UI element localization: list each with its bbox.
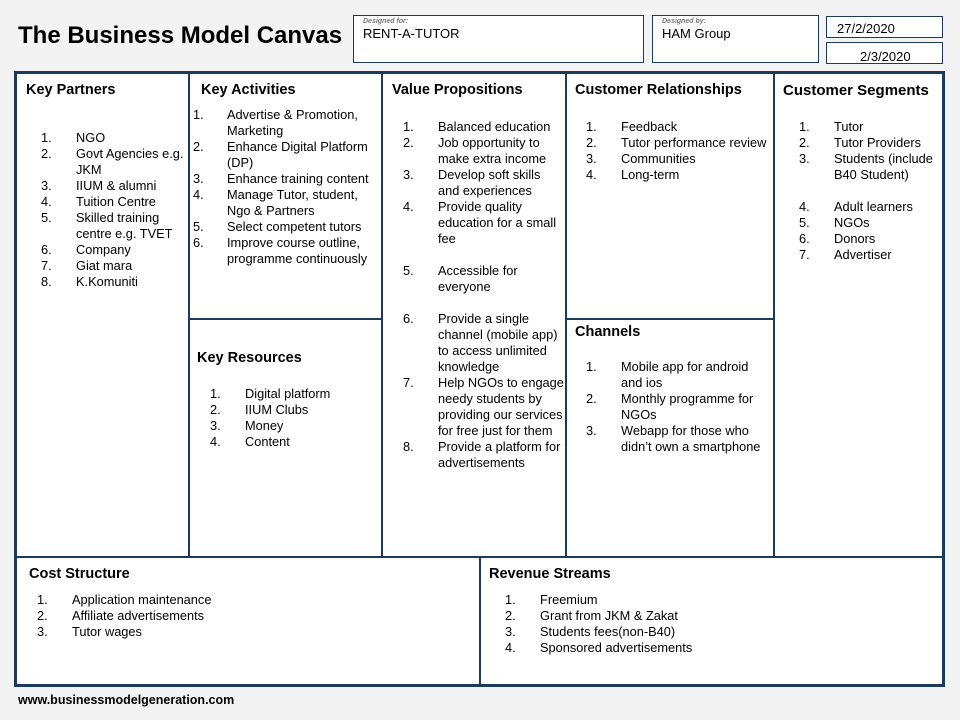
- list-item-number: 4.: [799, 199, 810, 214]
- list-item-number: 1.: [586, 119, 597, 134]
- list-item-text: IIUM & alumni: [76, 178, 157, 193]
- value-propositions-title: Value Propositions: [392, 82, 523, 98]
- list-item-text: Content: [245, 434, 290, 449]
- list-item-text: Enhance Digital Platform (DP): [227, 139, 368, 170]
- designed-by-value: HAM Group: [662, 26, 731, 41]
- list-item-text: Webapp for those who didn’t own a smartphone: [621, 423, 761, 454]
- list-item: [586, 423, 771, 455]
- list-item-number: 4.: [403, 199, 414, 214]
- list-item-text: Grant from JKM & Zakat: [540, 608, 678, 623]
- list-item-text: Tutor Providers: [834, 135, 921, 150]
- list-item-text: NGOs: [834, 215, 870, 230]
- key-resources-title: Key Resources: [197, 350, 302, 366]
- key-resources-cell[interactable]: [190, 320, 383, 556]
- list-item-text: Donors: [834, 231, 876, 246]
- key-activities-cell[interactable]: [190, 74, 383, 320]
- list-item-number: 2.: [586, 135, 597, 150]
- cost-structure-list: [37, 592, 437, 640]
- list-item-number: 6.: [41, 242, 52, 257]
- list-item-text: Select competent tutors: [227, 219, 362, 234]
- customer-segments-title: Customer Segments: [783, 82, 929, 99]
- list-item: [37, 608, 437, 624]
- list-item-text: Tutor performance review: [621, 135, 767, 150]
- list-item-text: Balanced education: [438, 119, 551, 134]
- designed-for-caption: Designed for:: [363, 18, 409, 25]
- list-item-text: Long-term: [621, 167, 680, 182]
- list-item: [586, 391, 771, 423]
- list-item-text: IIUM Clubs: [245, 402, 309, 417]
- list-item: [210, 418, 375, 434]
- designed-by-box[interactable]: [652, 15, 819, 63]
- list-item: [41, 178, 187, 194]
- list-item-text: Students fees(non-B40): [540, 624, 676, 639]
- channels-cell[interactable]: [567, 320, 775, 556]
- list-item: [799, 199, 939, 215]
- list-item-text: Tutor: [834, 119, 864, 134]
- list-item-text: Govt Agencies e.g. JKM: [76, 146, 184, 177]
- list-item: [210, 402, 375, 418]
- list-item: [41, 194, 187, 210]
- list-item: [41, 130, 187, 146]
- list-item-text: Communities: [621, 151, 696, 166]
- list-item: [193, 139, 378, 171]
- designed-for-box[interactable]: [353, 15, 644, 63]
- list-item-number: 5.: [41, 210, 52, 225]
- list-item: [799, 135, 939, 151]
- customer-segments-cell[interactable]: [775, 74, 942, 556]
- list-item-number: 1.: [586, 359, 597, 374]
- date-field-2[interactable]: 2/3/2020: [826, 42, 943, 64]
- designed-by-caption: Designed by:: [662, 18, 706, 25]
- list-item: [193, 107, 378, 139]
- list-item: [799, 215, 939, 231]
- list-item-text: Accessible for everyone: [438, 263, 518, 294]
- date-field-1[interactable]: 27/2/2020: [826, 16, 943, 38]
- list-item: [193, 171, 378, 187]
- list-item-text: Improve course outline, programme continuously: [227, 235, 368, 266]
- list-item-number: 1.: [210, 386, 221, 401]
- list-item: [41, 274, 187, 290]
- list-item: [210, 386, 375, 402]
- list-item-text: Advertiser: [834, 247, 892, 262]
- key-partners-cell[interactable]: [17, 74, 190, 556]
- revenue-streams-list: [505, 592, 905, 656]
- list-item-text: Affiliate advertisements: [72, 608, 205, 623]
- value-propositions-list: [403, 119, 565, 471]
- list-item-number: 2.: [799, 135, 810, 150]
- key-partners-list: [41, 130, 187, 290]
- list-item-text: Skilled training centre e.g. TVET: [76, 210, 173, 241]
- list-item-number: 2.: [193, 139, 204, 154]
- list-item-number: 5.: [403, 263, 414, 278]
- list-item-number: 3.: [586, 151, 597, 166]
- cost-structure-cell[interactable]: [17, 556, 481, 684]
- list-item-text: Adult learners: [834, 199, 913, 214]
- list-item: [41, 258, 187, 274]
- list-item-number: 4.: [586, 167, 597, 182]
- list-item-number: 4.: [210, 434, 221, 449]
- list-item-text: Students (include B40 Student): [834, 151, 933, 182]
- list-item-text: Tutor wages: [72, 624, 142, 639]
- list-item-text: Freemium: [540, 592, 598, 607]
- list-item-number: 3.: [193, 171, 204, 186]
- page-title: The Business Model Canvas: [18, 22, 343, 49]
- list-item-number: 4.: [193, 187, 204, 202]
- key-activities-title: Key Activities: [201, 82, 296, 98]
- list-item-number: 6.: [799, 231, 810, 246]
- list-item-text: Money: [245, 418, 284, 433]
- list-item-number: 8.: [41, 274, 52, 289]
- list-item-number: 3.: [210, 418, 221, 433]
- list-item: [586, 359, 771, 391]
- list-item-number: 6.: [403, 311, 414, 326]
- list-item: [403, 119, 565, 135]
- revenue-streams-title: Revenue Streams: [489, 566, 611, 582]
- list-item-number: 1.: [403, 119, 414, 134]
- list-item-text: Provide a platform for advertisements: [438, 439, 561, 470]
- list-item-text: Job opportunity to make extra income: [438, 135, 547, 166]
- list-item-number: 5.: [799, 215, 810, 230]
- list-item: [586, 151, 771, 167]
- list-item-text: Giat mara: [76, 258, 133, 273]
- list-item: [586, 135, 771, 151]
- list-item-number: 2.: [210, 402, 221, 417]
- list-item-number: 1.: [505, 592, 516, 607]
- list-item: [505, 640, 905, 656]
- list-item-number: 4.: [505, 640, 516, 655]
- list-item-number: 6.: [193, 235, 204, 250]
- list-item-text: Sponsored advertisements: [540, 640, 693, 655]
- list-item: [37, 624, 437, 640]
- list-item: [37, 592, 437, 608]
- list-item-number: 4.: [41, 194, 52, 209]
- channels-title: Channels: [575, 324, 641, 340]
- customer-segments-list: [799, 119, 939, 263]
- list-item-text: NGO: [76, 130, 106, 145]
- list-item: [799, 119, 939, 135]
- list-item-text: Provide quality education for a small fee: [438, 199, 557, 246]
- list-item-text: Monthly programme for NGOs: [621, 391, 754, 422]
- list-item: [505, 624, 905, 640]
- list-item-number: 3.: [403, 167, 414, 182]
- list-item: [505, 608, 905, 624]
- list-item-text: Digital platform: [245, 386, 331, 401]
- list-item: [799, 231, 939, 247]
- list-item: [193, 219, 378, 235]
- list-item: [586, 167, 771, 183]
- list-item: [193, 187, 378, 219]
- list-item-text: Develop soft skills and experiences: [438, 167, 541, 198]
- list-item: [210, 434, 375, 450]
- list-item-number: 1.: [37, 592, 48, 607]
- list-item: [586, 119, 771, 135]
- list-item: [505, 592, 905, 608]
- list-item-number: 2.: [41, 146, 52, 161]
- value-propositions-cell[interactable]: [383, 74, 567, 556]
- list-item-number: 1.: [193, 107, 204, 122]
- list-item-number: 5.: [193, 219, 204, 234]
- customer-relationships-list: [586, 119, 771, 183]
- list-item-number: 3.: [505, 624, 516, 639]
- revenue-streams-cell[interactable]: [481, 556, 942, 684]
- list-item: [403, 375, 565, 439]
- list-item-text: Company: [76, 242, 131, 257]
- list-item-number: 7.: [41, 258, 52, 273]
- list-item: [403, 135, 565, 167]
- customer-relationships-title: Customer Relationships: [575, 82, 742, 98]
- list-item-number: 3.: [799, 151, 810, 166]
- list-item: [403, 311, 565, 375]
- key-activities-list: [193, 107, 378, 267]
- list-item: [799, 151, 939, 183]
- list-item-number: 8.: [403, 439, 414, 454]
- list-item-number: 3.: [37, 624, 48, 639]
- list-item: [403, 439, 565, 471]
- footer-link[interactable]: www.businessmodelgeneration.com: [18, 693, 235, 707]
- list-item-number: 7.: [799, 247, 810, 262]
- cost-structure-title: Cost Structure: [29, 566, 130, 582]
- list-item-text: Help NGOs to engage needy students by providing our services for free just for them: [438, 375, 564, 438]
- list-item-text: Provide a single channel (mobile app) to access unlimited knowledge: [438, 311, 558, 374]
- list-item: [193, 235, 378, 267]
- list-item-text: Mobile app for android and ios: [621, 359, 749, 390]
- list-item-number: 3.: [586, 423, 597, 438]
- list-item-number: 1.: [799, 119, 810, 134]
- key-partners-title: Key Partners: [26, 82, 116, 98]
- list-item-number: 2.: [403, 135, 414, 150]
- canvas-frame: [14, 71, 945, 687]
- list-item: [41, 242, 187, 258]
- key-resources-list: [210, 386, 375, 450]
- list-item-number: 7.: [403, 375, 414, 390]
- list-item-text: Feedback: [621, 119, 678, 134]
- list-item: [799, 247, 939, 263]
- list-item-number: 2.: [586, 391, 597, 406]
- designed-for-value: RENT-A-TUTOR: [363, 26, 460, 41]
- list-item: [41, 146, 187, 178]
- list-item: [41, 210, 187, 242]
- list-item: [403, 263, 565, 295]
- list-item-text: K.Komuniti: [76, 274, 138, 289]
- channels-list: [586, 359, 771, 455]
- customer-relationships-cell[interactable]: [567, 74, 775, 320]
- list-item: [403, 199, 565, 247]
- list-item-number: 1.: [41, 130, 52, 145]
- list-item-text: Enhance training content: [227, 171, 369, 186]
- list-item-text: Manage Tutor, student, Ngo & Partners: [227, 187, 358, 218]
- list-item: [403, 167, 565, 199]
- list-item-text: Advertise & Promotion, Marketing: [227, 107, 358, 138]
- list-item-text: Application maintenance: [72, 592, 212, 607]
- list-item-number: 3.: [41, 178, 52, 193]
- list-item-number: 2.: [505, 608, 516, 623]
- list-item-text: Tuition Centre: [76, 194, 156, 209]
- list-item-number: 2.: [37, 608, 48, 623]
